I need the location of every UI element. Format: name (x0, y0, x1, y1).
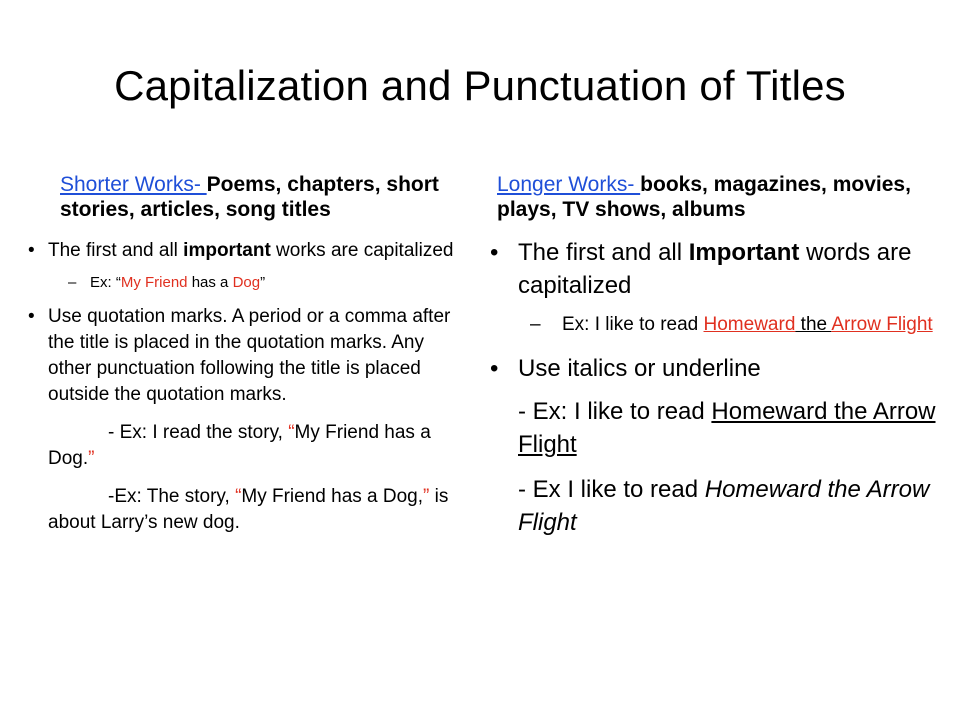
text-underlined: Homeward the Arrow Flight (518, 398, 936, 458)
text-red: “ (288, 422, 295, 443)
dash-icon: – (68, 274, 77, 291)
text: Ex: “ (90, 274, 121, 291)
shorter-works-desc: Poems, chapters, short stories, articles, song titles (60, 173, 439, 221)
longer-works-link[interactable]: Longer Works- (497, 173, 641, 196)
text: ” (260, 274, 266, 291)
right-example-italics (490, 473, 940, 539)
text: The first and all (518, 239, 689, 266)
text: My Friend has a Dog, (241, 486, 424, 507)
text: Use quotation marks. A period or a comma after the title is placed in the quotation marks. Any other punctuation following the title is placed outside the quotation marks. (48, 306, 451, 405)
text-underlined: the (795, 314, 832, 335)
text: - Ex: I read the story, (108, 422, 289, 443)
right-bullet-capitalization (490, 236, 940, 302)
text-red: My Friend (120, 274, 188, 291)
text-red: “ (235, 486, 242, 507)
right-example-underline (490, 395, 940, 461)
text-red-underlined: Homeward (703, 314, 796, 335)
text: - Ex I like to read (518, 476, 705, 503)
text-red: ” (88, 448, 95, 469)
text: My Friend has a Dog. (48, 422, 431, 469)
left-column-body (28, 238, 468, 536)
text-red: Dog (232, 274, 261, 291)
left-example-1 (28, 420, 468, 472)
right-column-body (490, 236, 940, 539)
bullet-icon: • (490, 239, 499, 266)
text-red-underlined: Arrow Flight (831, 314, 933, 335)
slide-title: Capitalization and Punctuation of Titles (114, 62, 846, 109)
right-bullet-italics (490, 352, 940, 385)
text: works are capitalized (270, 240, 454, 261)
text: words are capitalized (518, 239, 912, 299)
text: Ex: I like to read (562, 314, 704, 335)
longer-works-desc: books, magazines, movies, plays, TV shows, albums (497, 173, 911, 221)
right-sub-example (490, 312, 940, 338)
right-column-heading (497, 172, 927, 222)
text-bold: important (183, 240, 271, 261)
bullet-icon: • (28, 240, 35, 261)
text: The first and all (48, 240, 184, 261)
shorter-works-link[interactable]: Shorter Works- (60, 173, 207, 196)
text: is about Larry’s new dog. (48, 486, 449, 533)
text: has a (187, 274, 233, 291)
text-italic: Homeward the Arrow Flight (518, 476, 930, 536)
dash-icon: – (530, 314, 541, 335)
bullet-icon: • (28, 306, 35, 327)
text-red: ” (423, 486, 430, 507)
text-bold: Important (688, 239, 800, 266)
text: -Ex: The story, (108, 486, 236, 507)
left-bullet-quotation (28, 304, 468, 408)
left-column-heading (60, 172, 460, 222)
text: Use italics or underline (518, 355, 761, 382)
left-sub-example (28, 272, 468, 294)
left-bullet-capitalization (28, 238, 468, 264)
left-example-2 (28, 484, 468, 536)
text: - Ex: I like to read (518, 398, 712, 425)
bullet-icon: • (490, 355, 499, 382)
